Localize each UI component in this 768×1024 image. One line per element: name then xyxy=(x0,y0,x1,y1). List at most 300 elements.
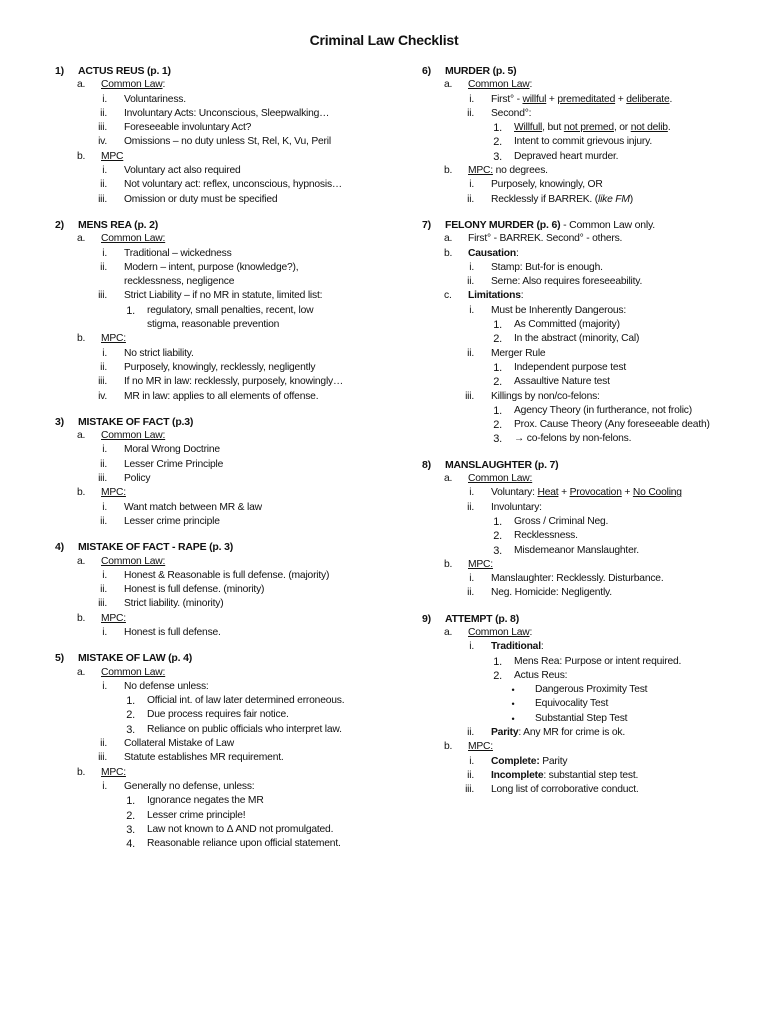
list-item xyxy=(422,107,752,121)
text-run: . xyxy=(669,93,673,105)
item-text: MR in law: applies to all elements of offense. xyxy=(124,390,319,402)
item-text: Intent to commit grievous injury. xyxy=(514,136,652,148)
item-text: No strict liability. xyxy=(124,347,194,359)
item-label: 2. xyxy=(493,530,502,543)
list-item xyxy=(422,586,752,600)
item-text: Statute establishes MR requirement. xyxy=(124,752,284,764)
right-column xyxy=(422,64,752,809)
list-item xyxy=(422,247,752,261)
item-text xyxy=(491,640,544,654)
subheading: Common Law: xyxy=(101,233,166,245)
item-text: Gross / Criminal Neg. xyxy=(514,515,609,527)
item-label: i. xyxy=(102,569,107,581)
item-text: Official int. of law later determined erroneous. xyxy=(147,695,345,707)
list-item xyxy=(422,655,752,669)
item-text xyxy=(514,121,671,135)
section-title: MISTAKE OF FACT - RAPE (p. 3) xyxy=(78,541,234,554)
item-text: Involuntary Acts: Unconscious, Sleepwalking… xyxy=(124,107,330,119)
list-item xyxy=(422,361,752,375)
item-label: b. xyxy=(77,150,86,162)
left-column xyxy=(55,64,385,862)
list-item-continuation xyxy=(55,275,385,289)
item-label: 2. xyxy=(493,376,502,389)
item-label: ii. xyxy=(100,261,107,273)
list-item xyxy=(55,666,385,680)
item-text: Reasonable reliance upon official statement. xyxy=(147,838,341,850)
item-label: i. xyxy=(102,444,107,456)
item-text: Assaultive Nature test xyxy=(514,376,610,388)
item-label: a. xyxy=(444,473,453,485)
item-label: 1. xyxy=(493,122,502,135)
subheading: Causation xyxy=(468,247,516,259)
list-item xyxy=(422,472,752,486)
item-label: i. xyxy=(469,93,474,105)
item-text xyxy=(468,164,548,178)
item-label: b. xyxy=(77,487,86,499)
item-text: Moral Wrong Doctrine xyxy=(124,444,220,456)
text-run: Heat xyxy=(537,487,559,499)
item-label: a. xyxy=(77,555,86,567)
list-item xyxy=(422,93,752,107)
item-text: First° - BARREK. Second° - others. xyxy=(468,233,623,245)
list-item xyxy=(422,390,752,404)
text-run: : xyxy=(529,626,533,638)
item-text: recklessness, negligence xyxy=(124,276,235,288)
subheading: MPC: xyxy=(101,766,126,778)
list-item xyxy=(422,232,752,246)
item-text xyxy=(491,93,672,107)
list-item xyxy=(422,418,752,432)
list-item xyxy=(55,766,385,780)
item-label: 2. xyxy=(493,136,502,149)
item-text: As Committed (majority) xyxy=(514,319,620,331)
subheading: MPC: xyxy=(468,558,493,570)
item-text: Long list of corroborative conduct. xyxy=(491,784,639,796)
list-item xyxy=(422,640,752,654)
item-label: 4. xyxy=(126,838,135,851)
item-label: 3. xyxy=(126,823,135,836)
item-label: 1. xyxy=(126,695,135,708)
item-label: i. xyxy=(102,247,107,259)
list-item xyxy=(55,515,385,529)
list-item xyxy=(55,107,385,121)
list-item xyxy=(55,751,385,765)
subheading: Common Law: xyxy=(101,430,166,442)
bullet-icon: • xyxy=(511,699,515,710)
item-text: No defense unless: xyxy=(124,680,209,692)
item-text: → co-felons by non-felons. xyxy=(514,433,632,445)
list-item xyxy=(55,809,385,823)
item-text: Lesser crime principle! xyxy=(147,809,246,821)
item-text: Stamp: But-for is enough. xyxy=(491,261,603,273)
item-label: iii. xyxy=(98,473,107,485)
item-label: 1. xyxy=(493,361,502,374)
list-item xyxy=(55,583,385,597)
item-text: Generally no defense, unless: xyxy=(124,780,255,792)
item-text: Recklessness. xyxy=(514,530,578,542)
section-mistake-of-fact-rape xyxy=(55,540,385,640)
list-item xyxy=(422,572,752,586)
item-label: 1. xyxy=(493,404,502,417)
subheading: Common Law xyxy=(468,79,530,91)
item-text: Agency Theory (in furtherance, not frolic) xyxy=(514,404,692,416)
item-label: iii. xyxy=(98,290,107,302)
list-item xyxy=(55,837,385,851)
list-item xyxy=(422,529,752,543)
item-text: If no MR in law: recklessly, purposely, knowingly… xyxy=(124,376,344,388)
section-number: 1) xyxy=(55,65,64,77)
list-item xyxy=(55,93,385,107)
section-number: 7) xyxy=(422,218,431,231)
item-text: Strict Liability – if no MR in statute, limited list: xyxy=(124,290,323,302)
item-text: Omissions – no duty unless St, Rel, K, Vu, Peril xyxy=(124,136,331,148)
item-label: 2. xyxy=(493,333,502,346)
item-label: iii. xyxy=(465,784,474,796)
item-label: i. xyxy=(469,487,474,499)
subheading: Common Law: xyxy=(101,555,166,567)
item-text: Prox. Cause Theory (Any foreseeable death) xyxy=(514,419,710,431)
section-heading xyxy=(55,64,385,78)
item-label: ii. xyxy=(467,727,474,739)
item-label: ii. xyxy=(100,515,107,527)
item-label: iii. xyxy=(98,193,107,205)
item-label: ii. xyxy=(467,276,474,288)
subheading: Common Law xyxy=(101,79,163,91)
item-label: 2. xyxy=(493,419,502,432)
text-run: : Any MR for crime is ok. xyxy=(518,727,625,739)
text-run: . xyxy=(667,122,671,134)
item-label: i. xyxy=(469,261,474,273)
item-text: Dangerous Proximity Test xyxy=(535,684,648,696)
text-run: + xyxy=(546,93,558,105)
list-item xyxy=(422,712,752,726)
item-text: Voluntariness. xyxy=(124,93,186,105)
section-title: MANSLAUGHTER (p. 7) xyxy=(445,458,559,471)
section-number: 4) xyxy=(55,541,64,554)
section-number: 5) xyxy=(55,652,64,665)
text-run: like FM xyxy=(597,193,630,205)
item-label: ii. xyxy=(467,107,474,119)
section-title: ATTEMPT (p. 8) xyxy=(445,612,519,625)
item-label: a. xyxy=(444,233,453,245)
list-item xyxy=(55,597,385,611)
section-murder xyxy=(422,64,752,207)
item-label: iv. xyxy=(98,390,107,402)
item-label: iii. xyxy=(98,752,107,764)
list-item xyxy=(422,178,752,192)
item-text: Second°: xyxy=(491,107,532,119)
list-item xyxy=(55,458,385,472)
list-item xyxy=(422,275,752,289)
item-label: 3. xyxy=(126,723,135,736)
subheading: MPC: xyxy=(101,612,126,624)
list-item xyxy=(55,429,385,443)
item-text: Purposely, knowingly, recklessly, negligently xyxy=(124,361,316,373)
list-item xyxy=(422,501,752,515)
subheading: Common Law xyxy=(468,626,530,638)
subheading: MPC: xyxy=(468,741,493,753)
section-heading xyxy=(55,651,385,665)
list-item xyxy=(422,193,752,207)
text-run: : substantial step test. xyxy=(543,769,639,781)
list-item xyxy=(55,694,385,708)
item-label: i. xyxy=(469,641,474,653)
item-label: i. xyxy=(102,93,107,105)
item-text: Misdemeanor Manslaughter. xyxy=(514,544,639,556)
list-item xyxy=(422,669,752,683)
item-text: Equivocality Test xyxy=(535,698,609,710)
list-item xyxy=(422,261,752,275)
item-label: b. xyxy=(444,165,453,177)
item-label: b. xyxy=(444,247,453,259)
text-run: No Cooling xyxy=(632,487,682,499)
list-item xyxy=(55,737,385,751)
text-run: no degrees. xyxy=(492,165,548,177)
text-run: not delib xyxy=(630,122,668,134)
section-number: 6) xyxy=(422,65,431,77)
item-label: a. xyxy=(444,626,453,638)
item-label: iv. xyxy=(98,136,107,148)
text-run: : xyxy=(520,290,524,302)
item-text: Serne: Also requires foreseeability. xyxy=(491,276,643,288)
list-item xyxy=(422,755,752,769)
item-label: 1. xyxy=(493,515,502,528)
section-heading xyxy=(55,218,385,232)
item-label: iii. xyxy=(98,598,107,610)
section-heading xyxy=(55,540,385,554)
text-run: , but xyxy=(542,122,564,134)
subheading: MPC: xyxy=(101,333,126,345)
item-label: a. xyxy=(77,79,86,91)
item-label: i. xyxy=(102,501,107,513)
section-heading xyxy=(422,64,752,78)
item-label: 1. xyxy=(493,655,502,668)
list-item xyxy=(55,347,385,361)
item-text: Omission or duty must be specified xyxy=(124,193,278,205)
item-text: Honest & Reasonable is full defense. (majority) xyxy=(124,569,330,581)
item-text: Lesser Crime Principle xyxy=(124,458,224,470)
list-item xyxy=(55,486,385,500)
item-label: c. xyxy=(444,290,452,302)
list-item xyxy=(422,432,752,446)
item-label: iii. xyxy=(465,390,474,402)
list-item xyxy=(55,555,385,569)
text-run: willful xyxy=(522,93,547,105)
item-text xyxy=(468,626,532,640)
list-item xyxy=(422,164,752,178)
text-run: ) xyxy=(629,193,633,205)
list-item xyxy=(55,443,385,457)
item-text: Reliance on public officials who interpret law. xyxy=(147,723,342,735)
list-item xyxy=(55,780,385,794)
list-item xyxy=(55,247,385,261)
text-run: Voluntary: xyxy=(491,487,538,499)
text-run: + xyxy=(615,93,627,105)
section-manslaughter xyxy=(422,458,752,601)
text-run: + xyxy=(621,487,633,499)
item-label: ii. xyxy=(100,361,107,373)
item-text: Honest is full defense. (minority) xyxy=(124,584,265,596)
item-text: regulatory, small penalties, recent, low xyxy=(147,304,314,316)
item-label: b. xyxy=(77,766,86,778)
text-run: - Common Law only. xyxy=(560,218,656,231)
text-run: premeditated xyxy=(557,93,616,105)
text-run: Provocation xyxy=(569,487,622,499)
item-text xyxy=(491,193,633,207)
bullet-icon: • xyxy=(511,713,515,724)
item-label: b. xyxy=(77,333,86,345)
item-label: a. xyxy=(77,666,86,678)
item-text xyxy=(491,769,638,783)
section-heading xyxy=(422,218,752,232)
item-text: Manslaughter: Recklessly. Disturbance. xyxy=(491,573,664,585)
subheading: Limitations xyxy=(468,290,521,302)
list-item xyxy=(55,472,385,486)
item-label: i. xyxy=(469,179,474,191)
section-title xyxy=(445,218,655,232)
item-text: Depraved heart murder. xyxy=(514,150,619,162)
item-label: i. xyxy=(102,165,107,177)
item-text: Must be Inherently Dangerous: xyxy=(491,304,627,316)
item-text: Policy xyxy=(124,473,151,485)
list-item xyxy=(422,486,752,500)
item-label: i. xyxy=(102,626,107,638)
text-run: Incomplete xyxy=(491,769,544,781)
item-label: ii. xyxy=(100,179,107,191)
text-run: Traditional xyxy=(491,641,541,653)
subheading: Common Law: xyxy=(101,666,166,678)
list-item xyxy=(422,544,752,558)
list-item xyxy=(422,558,752,572)
list-item xyxy=(422,683,752,697)
section-number: 2) xyxy=(55,218,64,231)
item-text: Not voluntary act: reflex, unconscious, hypnosis… xyxy=(124,179,342,191)
list-item xyxy=(422,304,752,318)
item-label: iii. xyxy=(98,376,107,388)
section-attempt xyxy=(422,612,752,798)
list-item xyxy=(55,680,385,694)
item-text: Modern – intent, purpose (knowledge?), xyxy=(124,261,299,273)
item-label: b. xyxy=(77,612,86,624)
item-label: b. xyxy=(444,558,453,570)
list-item xyxy=(422,697,752,711)
list-item xyxy=(55,178,385,192)
list-item xyxy=(55,708,385,722)
subheading: MPC xyxy=(101,150,124,162)
list-item xyxy=(422,515,752,529)
bullet-icon: • xyxy=(511,685,515,696)
item-label: 1. xyxy=(126,304,135,317)
section-title: MISTAKE OF FACT (p.3) xyxy=(78,415,194,428)
item-text: Voluntary act also required xyxy=(124,165,241,177)
section-number: 9) xyxy=(422,612,431,625)
subheading: MPC: xyxy=(468,165,493,177)
text-run: : xyxy=(540,641,544,653)
item-label: ii. xyxy=(467,347,474,359)
text-run: not premed xyxy=(563,122,614,134)
section-actus-reus xyxy=(55,64,385,207)
list-item xyxy=(55,375,385,389)
item-label: 2. xyxy=(126,809,135,822)
item-text: Involuntary: xyxy=(491,501,542,513)
item-label: i. xyxy=(469,573,474,585)
section-felony-murder xyxy=(422,218,752,447)
list-item xyxy=(55,150,385,164)
text-run: + xyxy=(558,487,570,499)
item-label: a. xyxy=(77,430,86,442)
item-text: Due process requires fair notice. xyxy=(147,709,289,721)
list-item xyxy=(422,375,752,389)
list-item xyxy=(55,289,385,303)
list-item xyxy=(422,135,752,149)
section-number: 3) xyxy=(55,415,64,428)
list-item xyxy=(422,769,752,783)
list-item xyxy=(55,794,385,808)
item-label: a. xyxy=(444,79,453,91)
list-item xyxy=(55,390,385,404)
section-mistake-of-law xyxy=(55,651,385,851)
section-mistake-of-fact xyxy=(55,415,385,529)
section-number: 8) xyxy=(422,458,431,471)
item-text xyxy=(468,247,519,261)
item-text: Merger Rule xyxy=(491,347,546,359)
list-item xyxy=(55,135,385,149)
text-run: Willfull xyxy=(514,122,543,134)
item-label: i. xyxy=(102,680,107,692)
list-item xyxy=(422,78,752,92)
item-text xyxy=(491,755,567,769)
item-text xyxy=(491,726,625,740)
item-text: Substantial Step Test xyxy=(535,712,628,724)
item-label: ii. xyxy=(467,193,474,205)
item-label: i. xyxy=(102,347,107,359)
list-item xyxy=(422,318,752,332)
text-run: FELONY MURDER (p. 6) xyxy=(445,218,561,231)
item-text: Want match between MR & law xyxy=(124,501,262,513)
item-text: Purposely, knowingly, OR xyxy=(491,179,603,191)
list-item xyxy=(422,726,752,740)
list-item xyxy=(55,232,385,246)
item-label: ii. xyxy=(100,458,107,470)
item-text xyxy=(468,289,523,303)
list-item xyxy=(422,740,752,754)
list-item xyxy=(55,304,385,318)
item-text xyxy=(491,486,682,500)
text-run: First° - xyxy=(491,93,523,105)
item-label: 1. xyxy=(126,795,135,808)
list-item xyxy=(55,569,385,583)
list-item xyxy=(422,404,752,418)
item-text: In the abstract (minority, Cal) xyxy=(514,333,640,345)
subheading: MPC: xyxy=(101,487,126,499)
list-item xyxy=(55,723,385,737)
item-text: Neg. Homicide: Negligently. xyxy=(491,587,612,599)
text-run: : xyxy=(515,247,519,259)
text-run: , or xyxy=(613,122,631,134)
section-title: MENS REA (p. 2) xyxy=(78,218,159,231)
list-item xyxy=(55,261,385,275)
section-title: ACTUS REUS (p. 1) xyxy=(78,65,171,77)
item-text: Traditional – wickedness xyxy=(124,247,232,259)
list-item xyxy=(55,361,385,375)
list-item xyxy=(422,121,752,135)
item-label: ii. xyxy=(100,584,107,596)
item-text: Collateral Mistake of Law xyxy=(124,738,235,750)
item-text: Lesser crime principle xyxy=(124,515,220,527)
list-item xyxy=(422,347,752,361)
item-label: 1. xyxy=(493,319,502,332)
section-heading xyxy=(422,458,752,472)
